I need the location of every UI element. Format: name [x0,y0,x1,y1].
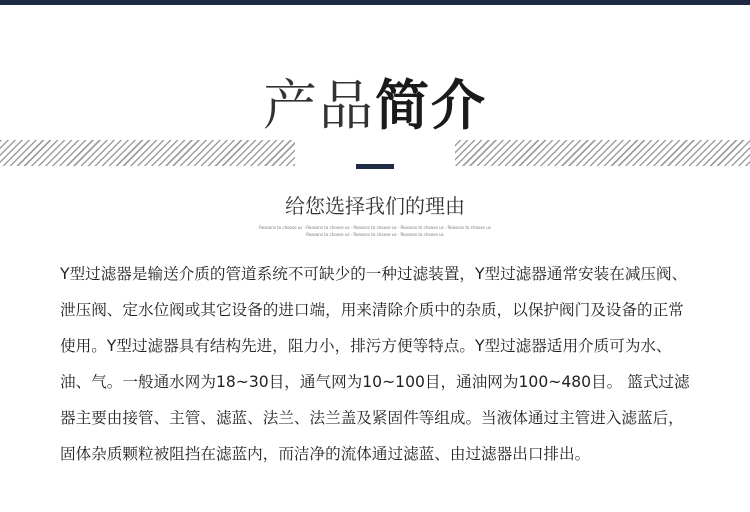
title-light-part: 产品 [263,74,375,137]
fine-print-line-1: Reasons to choose us · Reasons to choose us · Reasons to choose us · Reasons to choose us · Reasons to choose us [259,225,491,230]
stripe-gap [295,140,455,166]
section-title [0,74,750,138]
product-description: Y型过滤器是输送介质的管道系统不可缺少的一种过滤装置，Y型过滤器通常安装在减压阀、泄压阀、定水位阀或其它设备的进口端，用来清除介质中的杂质，以保护阀门及设备的正常使用。Y型过滤器具有结构先进，阻力小，排污方便等特点。Y型过滤器适用介质可为水、油、气。一般通水网为18~30目，通气网为10~100目，通油网为100~480目。 篮式过滤器主要由接管、主管、滤蓝、法兰、法兰盖及紧固件等组成。当液体通过主管进入滤蓝后，固体杂质颗粒被阻挡在滤蓝内，而洁净的流体通过滤蓝、由过滤器出口排出。 [60,265,690,463]
title-bold-part: 简介 [375,74,487,137]
title-underline-accent [356,164,394,169]
fine-print-line-2: Reasons to choose us · Reasons to choose us · Reasons to choose us [306,232,444,237]
top-accent-bar [0,0,750,5]
section-subtitle: 给您选择我们的理由 [285,194,465,218]
